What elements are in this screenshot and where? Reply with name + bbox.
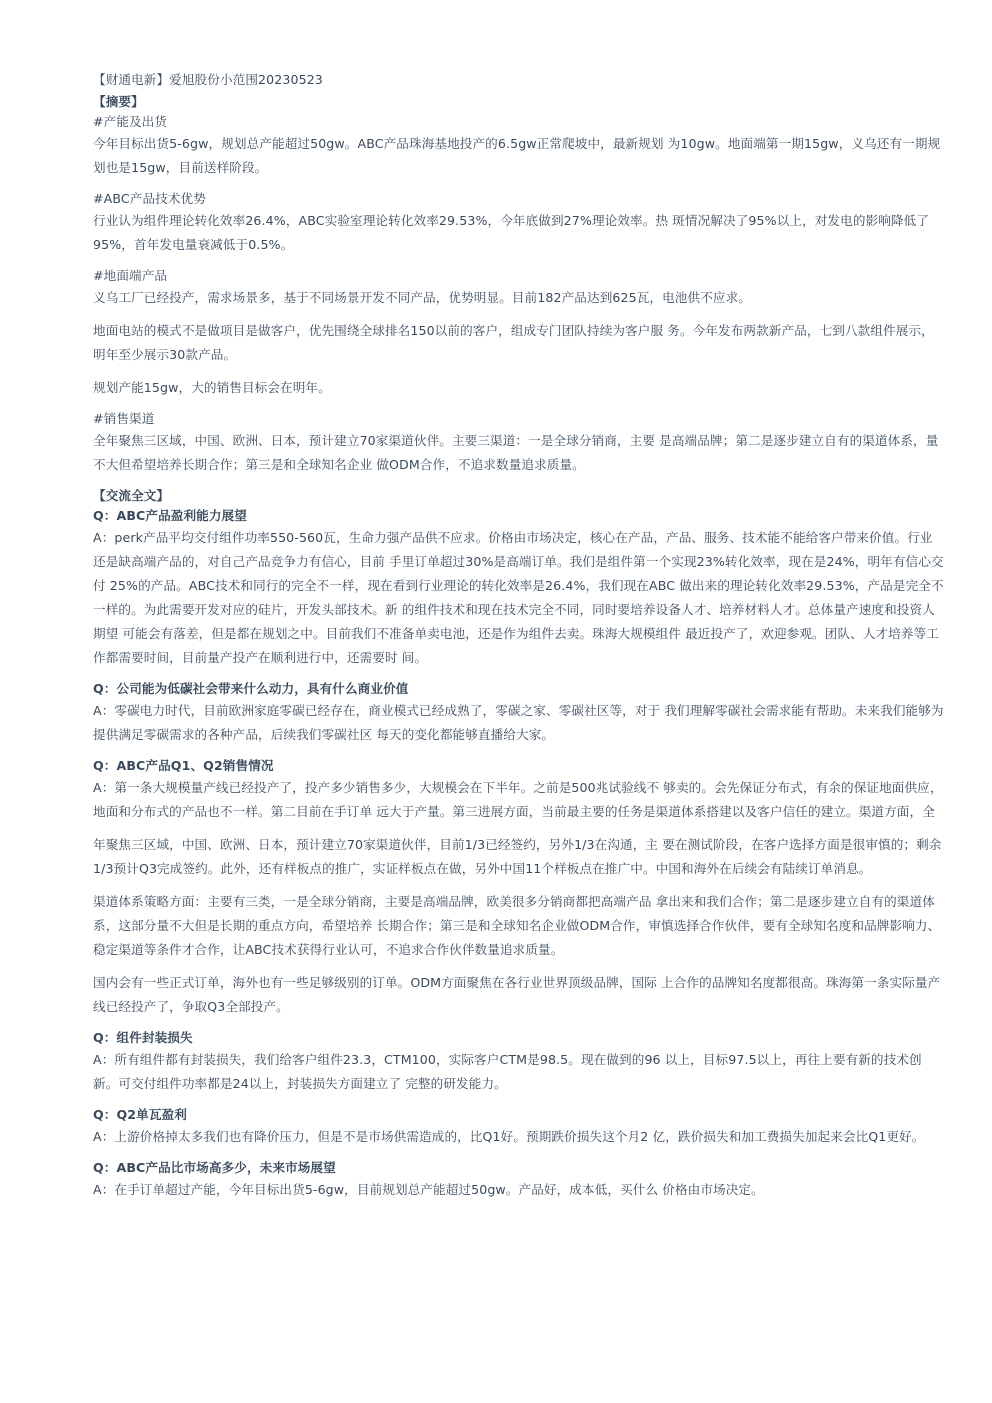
capacity-paragraph: 今年目标出货5-6gw，规划总产能超过50gw。ABC产品珠海基地投产的6.5gw正常爬坡中，最新规划 为10gw。地面端第一期15gw，义乌还有一期规划也是15gw，目前送样阶段。 <box>93 136 941 175</box>
answer-3-part-1: A：第一条大规模量产线已经投产了，投产多少销售多少，大规模会在下半年。之前是500兆试验线不 够卖的。会先保证分布式，有余的保证地面供应，地面和分布式的产品也不一样。第二目前在手订单 远大于产量。第三进展方面，当前最主要的任务是渠道体系搭建以及客户信任的建立。渠道方面，全 <box>93 780 943 819</box>
question-5: Q：Q2单瓦盈利 <box>93 1107 187 1122</box>
capacity-tag: #产能及出货 <box>93 114 168 129</box>
document-title: 【财通电新】爱旭股份小范围20230523 <box>93 72 323 87</box>
ground-paragraph-2: 地面电站的模式不是做项目是做客户，优先围绕全球排名150以前的客户，组成专门团队持续为客户服 务。今年发布两款新产品，七到八款组件展示，明年至少展示30款产品。 <box>93 323 934 362</box>
channel-paragraph: 全年聚焦三区域，中国、欧洲、日本，预计建立70家渠道伙伴。主要三渠道：一是全球分销商，主要 是高端品牌；第二是逐步建立自有的渠道体系，量不大但希望培养长期合作；第三是和全球知名企业 做ODM合作，不追求数量追求质量。 <box>93 433 939 472</box>
answer-3-part-3: 渠道体系策略方面：主要有三类，一是全球分销商，主要是高端品牌，欧美很多分销商都把高端产品 拿出来和我们合作；第二是逐步建立自有的渠道体系，这部分量不大但是长期的重点方向，希望培养 长期合作；第三是和全球知名企业做ODM合作，审慎选择合作伙伴，要有全球知名度和品牌影响力、稳定渠道等条件才合作，让ABC技术获得行业认可，不追求合作伙伴数量追求质量。 <box>93 894 941 957</box>
channel-tag: #销售渠道 <box>93 411 155 426</box>
ground-paragraph-1: 义乌工厂已经投产，需求场景多，基于不同场景开发不同产品，优势明显。目前182产品达到625瓦，电池供不应求。 <box>93 290 751 305</box>
transcript-heading: 【交流全文】 <box>93 488 170 503</box>
question-1: Q：ABC产品盈利能力展望 <box>93 508 247 523</box>
answer-3-part-4: 国内会有一些正式订单，海外也有一些足够级别的订单。ODM方面聚焦在各行业世界顶级品牌，国际 上合作的品牌知名度都很高。珠海第一条实际量产线已经投产了，争取Q3全部投产。 <box>93 975 941 1014</box>
answer-3-part-2: 年聚焦三区域，中国、欧洲、日本，预计建立70家渠道伙伴，目前1/3已经签约，另外1/3在沟通，主 要在测试阶段，在客户选择方面是很审慎的；剩余1/3预计Q3完成签约。此外，还有样板点的推广，实证样板点在做，另外中国11个样板点在推广中。中国和海外在后续会有陆续订单消息。 <box>93 837 942 876</box>
question-2: Q：公司能为低碳社会带来什么动力，具有什么商业价值 <box>93 681 409 696</box>
answer-4: A：所有组件都有封装损失，我们给客户组件23.3，CTM100，实际客户CTM是98.5。现在做到的96 以上，目标97.5以上，再往上要有新的技术创新。可交付组件功率都是24以上，封装损失方面建立了 完整的研发能力。 <box>93 1052 922 1091</box>
ground-tag: #地面端产品 <box>93 268 168 283</box>
answer-2: A：零碳电力时代，目前欧洲家庭零碳已经存在，商业模式已经成熟了，零碳之家、零碳社区等，对于 我们理解零碳社会需求能有帮助。未来我们能够为提供满足零碳需求的各种产品，后续我们零碳社区 每天的变化都能够直播给大家。 <box>93 703 944 742</box>
question-3: Q：ABC产品Q1、Q2销售情况 <box>93 758 274 773</box>
question-6: Q：ABC产品比市场高多少，未来市场展望 <box>93 1160 336 1175</box>
answer-5: A：上游价格掉太多我们也有降价压力，但是不是市场供需造成的，比Q1好。预期跌价损失这个月2 亿，跌价损失和加工费损失加起来会比Q1更好。 <box>93 1129 925 1144</box>
answer-6: A：在手订单超过产能，今年目标出货5-6gw，目前规划总产能超过50gw。产品好，成本低，买什么 价格由市场决定。 <box>93 1182 764 1197</box>
tech-paragraph: 行业认为组件理论转化效率26.4%，ABC实验室理论转化效率29.53%，今年底做到27%理论效率。热 斑情况解决了95%以上，对发电的影响降低了95%，首年发电量衰减低于0.5%。 <box>93 213 930 252</box>
question-4: Q：组件封装损失 <box>93 1030 193 1045</box>
answer-1: A：perk产品平均交付组件功率550-560瓦，生命力强产品供不应求。价格由市场决定，核心在产品，产品、服务、技术能不能给客户带来价值。行业还是缺高端产品的，对自己产品竞争力有信心，目前 手里订单超过30%是高端订单。我们是组件第一个实现23%转化效率，现在是24%，明年有信心交付 25%的产品。ABC技术和同行的完全不一样，现在看到行业理论的转化效率是26.4%，我们现在ABC 做出来的理论转化效率29.53%，产品是完全不一样的。为此需要开发对应的硅片，开发头部技术。新 的组件技术和现在技术完全不同，同时要培养设备人才、培养材料人才。总体量产速度和投资人期望 可能会有落差，但是都在规划之中。目前我们不准备单卖电池，还是作为组件去卖。珠海大规模组件 最近投产了，欢迎参观。团队、人才培养等工作都需要时间，目前量产投产在顺利进行中，还需要时 间。 <box>93 530 944 665</box>
tech-tag: #ABC产品技术优势 <box>93 191 206 206</box>
ground-paragraph-3: 规划产能15gw，大的销售目标会在明年。 <box>93 380 331 395</box>
summary-heading: 【摘要】 <box>93 94 144 109</box>
